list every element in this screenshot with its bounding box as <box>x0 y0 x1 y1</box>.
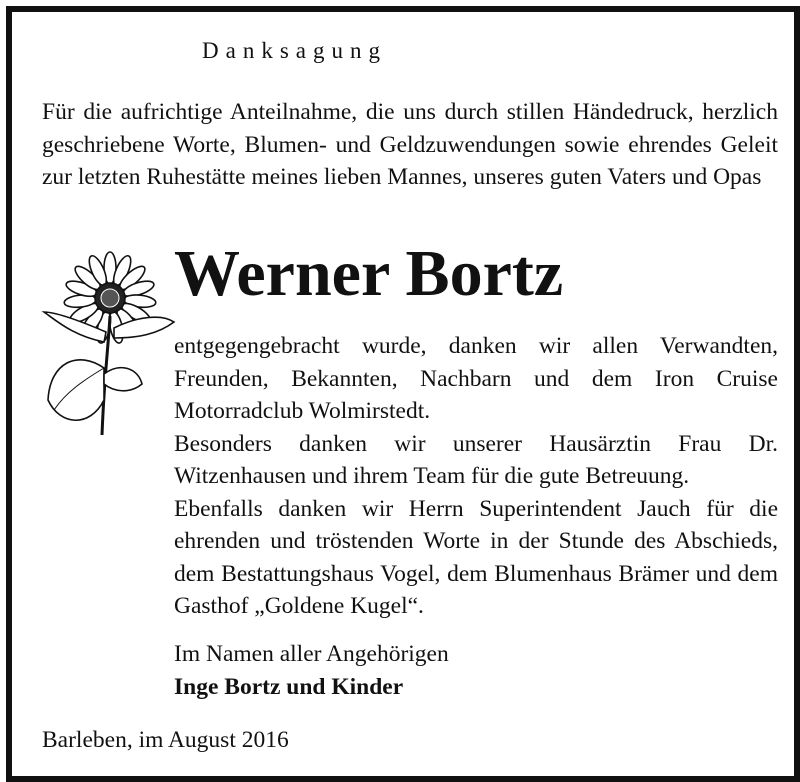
thanks-paragraph-2: Besonders danken wir unserer Hausärztin Frau Dr. Witzenhausen und ihrem Team für die gute Betreuung. <box>174 430 778 489</box>
thanks-paragraph-1: entgegengebracht wurde, danken wir allen Verwandten, Freunden, Bekannten, Nachbarn und dem Iron Cruise Motorradclub Wolmirstedt. <box>174 333 778 424</box>
notice-frame <box>6 6 800 782</box>
thanks-paragraph-3: Ebenfalls danken wir Herrn Superintendent Jauch für die ehrenden und tröstenden Worte in der Stunde des Abschieds, dem Bestattungshaus Vogel, dem Blumenhaus Brämer und dem Gasthof „Goldene Kugel“. <box>174 495 778 619</box>
family-name: Inge Bortz und Kinder <box>174 673 404 700</box>
sunflower-icon <box>38 250 178 440</box>
signature-block <box>174 638 449 703</box>
intro-paragraph: Für die aufrichtige Anteilnahme, die uns durch stillen Händedruck, herzlich geschriebene Worte, Blumen- und Geldzuwendungen sowie ehrendes Geleit zur letzten Ruhestätte meines lieben Mannes, unseres guten Vaters und Opas <box>42 99 778 190</box>
place-date: Barleben, im August 2016 <box>42 727 289 753</box>
deceased-name: Werner Bortz <box>174 237 564 310</box>
notice-heading: Danksagung <box>202 38 387 63</box>
thanks-body <box>174 330 778 623</box>
signature-line: Im Namen aller Angehörigen <box>174 641 449 667</box>
